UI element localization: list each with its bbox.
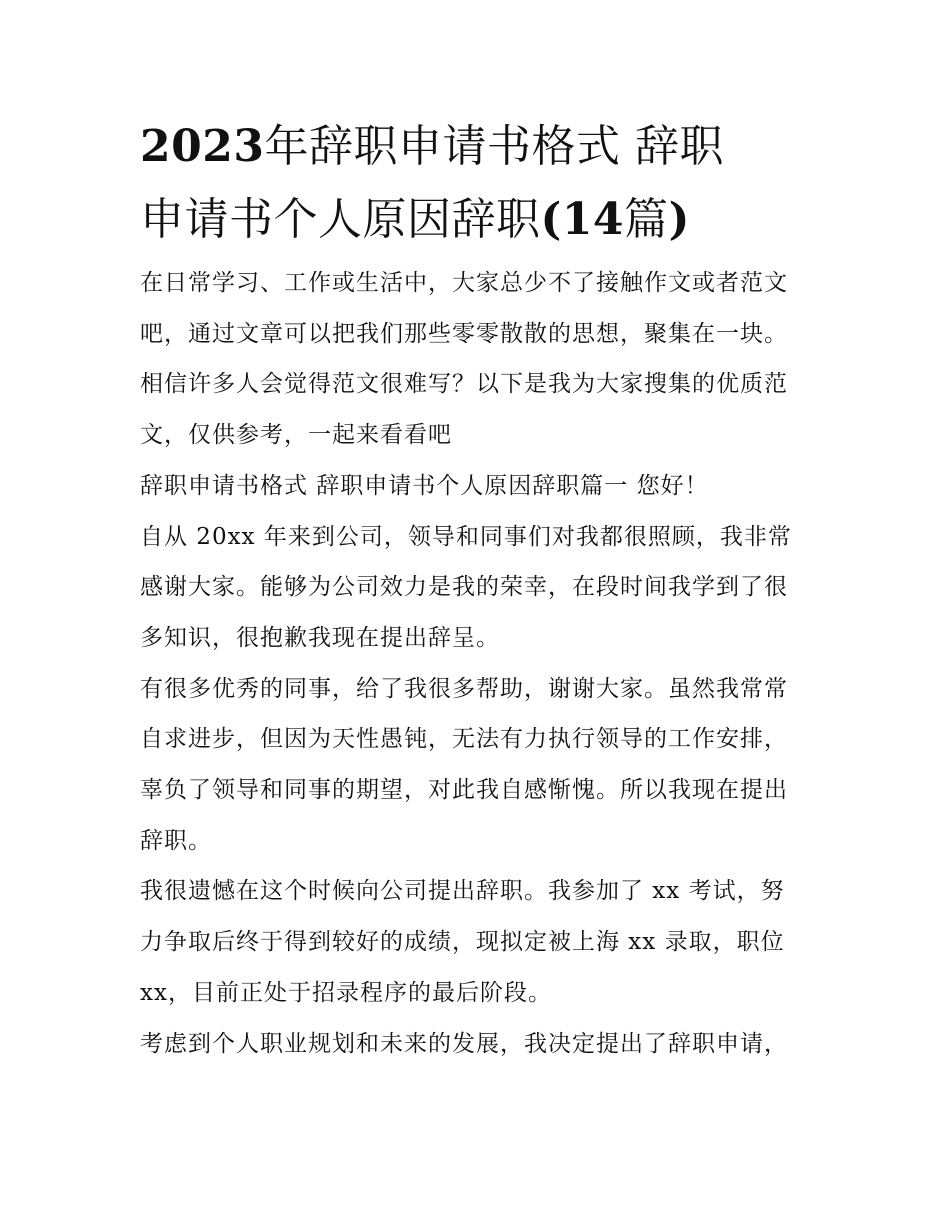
title-count-unit: 篇: [624, 194, 669, 245]
paragraph-line: 辜负了领导和同事的期望，对此我自感惭愧。所以我现在提出: [140, 777, 788, 804]
paragraph-line: 文，仅供参考，一起来看看吧: [140, 422, 452, 449]
paragraph-colleagues: [140, 664, 820, 867]
paragraph-section-heading: [140, 461, 820, 512]
title-line-1-text: 年辞职申请书格式 辞职: [264, 121, 724, 172]
title-line-1: [140, 118, 820, 176]
paragraph-career: [140, 1019, 820, 1070]
paragraph-line: 力争取后终于得到较好的成绩，现拟定被上海 xx 录取，职位: [140, 929, 785, 956]
title-line-2-text: 申请书个人原因辞职: [140, 194, 541, 245]
title-year: 2023: [140, 121, 265, 172]
paragraph-line: 考虑到个人职业规划和未来的发展，我决定提出了辞职申请，: [140, 1030, 788, 1057]
paragraph-intro: [140, 258, 820, 461]
document-content: [140, 118, 820, 1069]
paragraph-line: 在日常学习、工作或生活中，大家总少不了接触作文或者范文: [140, 270, 788, 296]
paragraph-line: 有很多优秀的同事，给了我很多帮助，谢谢大家。虽然我常常: [140, 675, 788, 702]
paragraph-line: 多知识，很抱歉我现在提出辞呈。: [140, 624, 500, 651]
paragraph-line: 自求进步，但因为天性愚钝，无法有力执行领导的工作安排，: [140, 726, 788, 753]
paragraph-line: 吧，通过文章可以把我们那些零零散散的思想，聚集在一块。: [140, 320, 788, 347]
paragraph-line: xx，目前正处于招录程序的最后阶段。: [140, 979, 552, 1006]
title-close-paren: ): [668, 194, 690, 245]
paragraph-gratitude: [140, 512, 820, 664]
paragraph-line: 相信许多人会觉得范文很难写？以下是我为大家搜集的优质范: [140, 371, 788, 398]
paragraph-line: 辞职。: [140, 827, 212, 854]
document-body: [140, 258, 820, 1069]
paragraph-line: 感谢大家。能够为公司效力是我的荣幸，在段时间我学到了很: [140, 574, 788, 601]
title-line-2: [140, 191, 820, 249]
paragraph-line: 自从 20xx 年来到公司，领导和同事们对我都很照顾，我非常: [140, 523, 792, 550]
document-title: [140, 118, 820, 249]
paragraph-line: 我很遗憾在这个时候向公司提出辞职。我参加了 xx 考试，努: [140, 878, 785, 905]
paragraph-exam: [140, 866, 820, 1018]
title-count: (14: [540, 194, 625, 245]
paragraph-line: 辞职申请书格式 辞职申请书个人原因辞职篇一 您好！: [140, 472, 709, 499]
